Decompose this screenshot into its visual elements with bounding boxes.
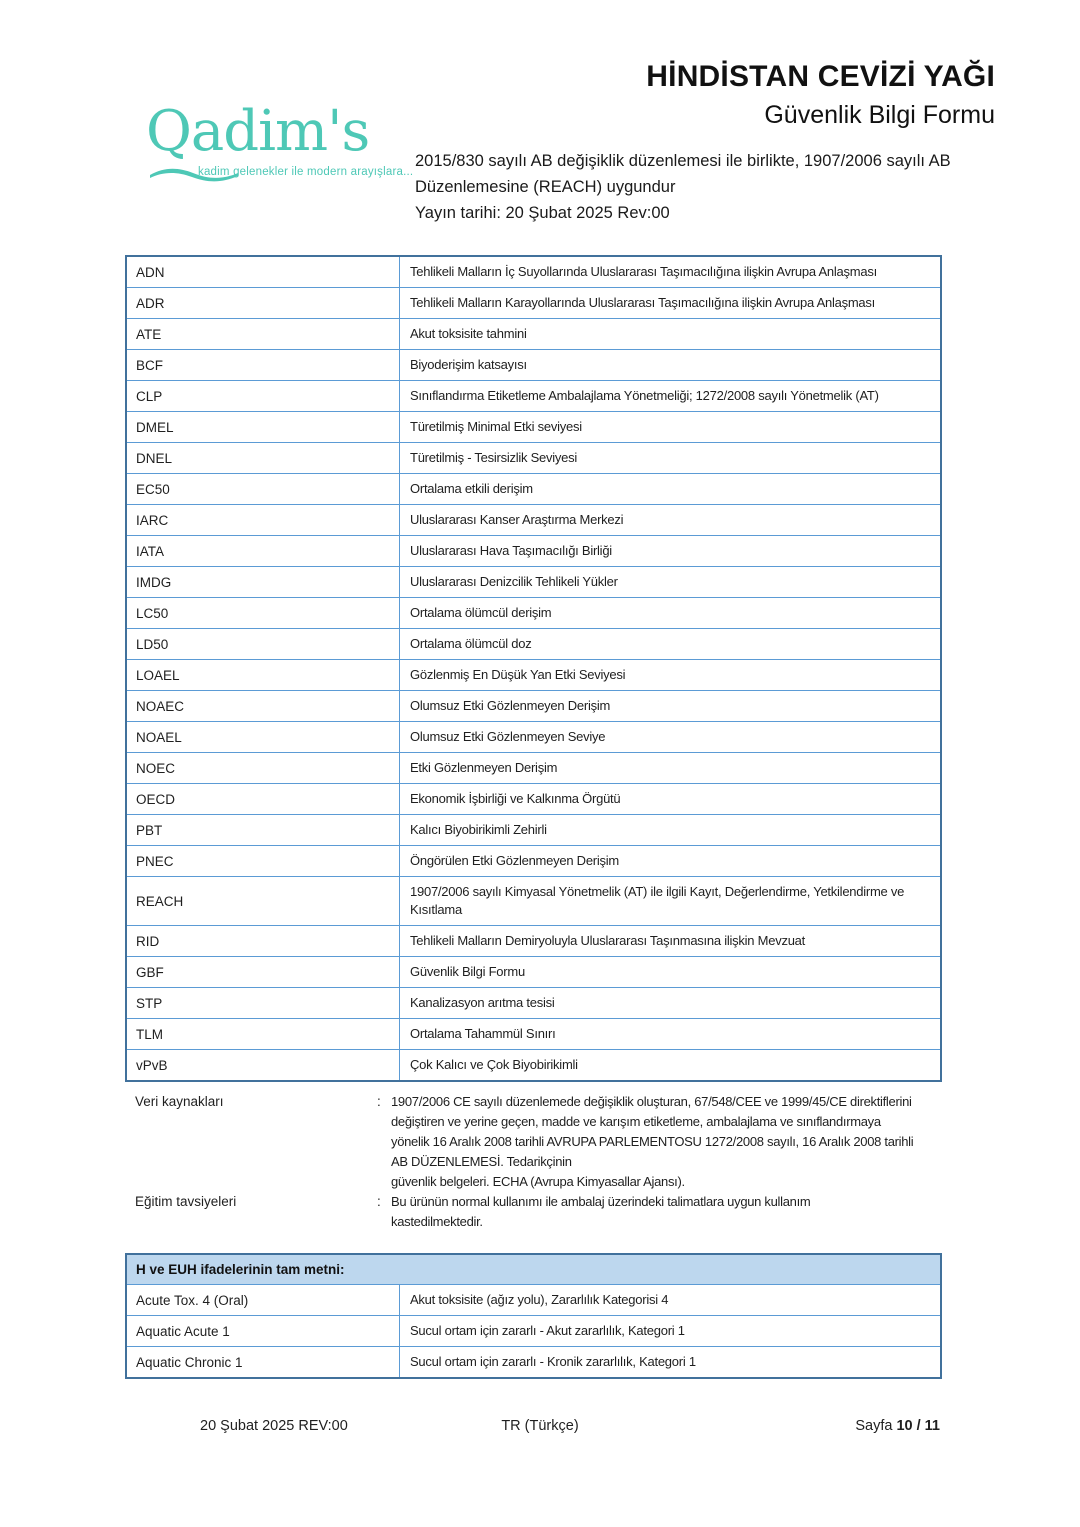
table-row [126, 660, 941, 691]
note-label: Veri kaynakları [135, 1094, 224, 1109]
abbreviation-cell: STP [126, 988, 400, 1019]
definition-cell: Akut toksisite tahmini [400, 319, 942, 350]
hazard-text-cell: Sucul ortam için zararlı - Kronik zararlılık, Kategori 1 [400, 1347, 942, 1379]
definition-cell: Ortalama ölümcül doz [400, 629, 942, 660]
definition-cell: Kanalizasyon arıtma tesisi [400, 988, 942, 1019]
abbreviation-cell: DMEL [126, 412, 400, 443]
table-row [126, 381, 941, 412]
abbreviation-cell: NOAEC [126, 691, 400, 722]
definition-cell: 1907/2006 sayılı Kimyasal Yönetmelik (AT) ile ilgili Kayıt, Değerlendirme, Yetkilendirme ve Kısıtlama [400, 877, 942, 926]
note-text-line: 1907/2006 CE sayılı düzenlemede değişiklik oluşturan, 67/548/CEE ve 1999/45/CE direktiflerini [391, 1094, 912, 1109]
page-subtitle: Güvenlik Bilgi Formu [764, 101, 995, 129]
abbreviation-table-body [126, 256, 941, 1081]
table-row [126, 598, 941, 629]
footer-page-value: 10 / 11 [896, 1418, 940, 1434]
brand-tagline: kadim gelenekler ile modern arayışlara... [198, 166, 414, 178]
definition-cell: Ortalama Tahammül Sınırı [400, 1019, 942, 1050]
definition-cell: Ekonomik İşbirliği ve Kalkınma Örgütü [400, 784, 942, 815]
table-row [126, 1019, 941, 1050]
table-row [126, 926, 941, 957]
abbreviation-cell: IMDG [126, 567, 400, 598]
definition-cell: Türetilmiş - Tesirsizlik Seviyesi [400, 443, 942, 474]
abbreviation-cell: ADN [126, 256, 400, 288]
table-row [126, 443, 941, 474]
table-row [126, 567, 941, 598]
definition-cell: Uluslararası Hava Taşımacılığı Birliği [400, 536, 942, 567]
note-text-line: değiştiren ve yerine geçen, madde ve karışım etiketleme, ambalajlama ve sınıflandırmaya [391, 1114, 881, 1129]
page-title: HİNDİSTAN CEVİZİ YAĞI [646, 60, 995, 93]
abbreviation-cell: IARC [126, 505, 400, 536]
table-row [126, 288, 941, 319]
logo-wave-icon [148, 166, 240, 182]
h-euh-table-body [126, 1285, 941, 1379]
definition-cell: Gözlenmiş En Düşük Yan Etki Seviyesi [400, 660, 942, 691]
abbreviation-cell: vPvB [126, 1050, 400, 1082]
definition-cell: Sınıflandırma Etiketleme Ambalajlama Yönetmeliği; 1272/2008 sayılı Yönetmelik (AT) [400, 381, 942, 412]
table-row [126, 1347, 941, 1379]
brand-name: Qadim's [146, 99, 370, 164]
table-row [126, 753, 941, 784]
abbreviation-cell: PBT [126, 815, 400, 846]
footer-revision: 20 Şubat 2025 REV:00 [200, 1418, 348, 1434]
definition-cell: Kalıcı Biyobirikimli Zehirli [400, 815, 942, 846]
note-text [391, 1192, 947, 1232]
hazard-text-cell: Sucul ortam için zararlı - Akut zararlılık, Kategori 1 [400, 1316, 942, 1347]
note-text [391, 1092, 947, 1192]
h-euh-table [125, 1253, 942, 1379]
table-row [126, 1316, 941, 1347]
abbreviation-cell: ADR [126, 288, 400, 319]
abbreviation-cell: GBF [126, 957, 400, 988]
table-row [126, 536, 941, 567]
table-row [126, 629, 941, 660]
definition-cell: Tehlikeli Malların Demiryoluyla Uluslararası Taşınmasına ilişkin Mevzuat [400, 926, 942, 957]
table-row [126, 412, 941, 443]
definition-cell: Tehlikeli Malların Karayollarında Uluslararası Taşımacılığına ilişkin Avrupa Anlaşması [400, 288, 942, 319]
abbreviation-cell: TLM [126, 1019, 400, 1050]
definition-cell: Çok Kalıcı ve Çok Biyobirikimli [400, 1050, 942, 1082]
h-euh-table-title: H ve EUH ifadelerinin tam metni: [126, 1254, 941, 1285]
abbreviation-cell: REACH [126, 877, 400, 926]
compliance-line: Yayın tarihi: 20 Şubat 2025 Rev:00 [415, 204, 670, 222]
definition-cell: Ortalama ölümcül derişim [400, 598, 942, 629]
compliance-line: 2015/830 sayılı AB değişiklik düzenlemesi ile birlikte, 1907/2006 sayılı AB [415, 152, 951, 170]
footer-page-label: Sayfa [855, 1418, 897, 1434]
note-label: Eğitim tavsiyeleri [135, 1194, 237, 1209]
compliance-statement [415, 148, 975, 226]
abbreviation-cell: ATE [126, 319, 400, 350]
definition-cell: Biyoderişim katsayısı [400, 350, 942, 381]
abbreviation-cell: OECD [126, 784, 400, 815]
definition-cell: Olumsuz Etki Gözlenmeyen Seviye [400, 722, 942, 753]
abbreviation-cell: RID [126, 926, 400, 957]
hazard-code-cell: Aquatic Chronic 1 [126, 1347, 400, 1379]
abbreviation-cell: LOAEL [126, 660, 400, 691]
note-separator: : [377, 1094, 381, 1109]
definition-cell: Güvenlik Bilgi Formu [400, 957, 942, 988]
abbreviation-cell: IATA [126, 536, 400, 567]
table-header-row [126, 1254, 941, 1285]
table-row [126, 988, 941, 1019]
footer-language: TR (Türkçe) [501, 1418, 579, 1434]
note-row [135, 1092, 947, 1192]
hazard-code-cell: Acute Tox. 4 (Oral) [126, 1285, 400, 1316]
abbreviation-cell: PNEC [126, 846, 400, 877]
table-row [126, 474, 941, 505]
table-row [126, 256, 941, 288]
page-footer [0, 1418, 1080, 1442]
table-row [126, 957, 941, 988]
definition-cell: Türetilmiş Minimal Etki seviyesi [400, 412, 942, 443]
note-text-line: AB DÜZENLEMESİ. Tedarikçinin [391, 1154, 572, 1169]
abbreviation-cell: BCF [126, 350, 400, 381]
header [646, 60, 995, 130]
table-row [126, 1050, 941, 1082]
definition-cell: Olumsuz Etki Gözlenmeyen Derişim [400, 691, 942, 722]
table-row [126, 784, 941, 815]
note-text-line: kastedilmektedir. [391, 1214, 483, 1229]
abbreviation-cell: NOEC [126, 753, 400, 784]
note-row [135, 1192, 947, 1232]
table-row [126, 846, 941, 877]
footer-page-number [855, 1418, 940, 1434]
definition-cell: Öngörülen Etki Gözlenmeyen Derişim [400, 846, 942, 877]
note-text-line: yönelik 16 Aralık 2008 tarihli AVRUPA PARLEMENTOSU 1272/2008 sayılı, 16 Aralık 2008 tarihli [391, 1134, 914, 1149]
table-row [126, 1285, 941, 1316]
table-row [126, 877, 941, 926]
hazard-text-cell: Akut toksisite (ağız yolu), Zararlılık Kategorisi 4 [400, 1285, 942, 1316]
abbreviation-table [125, 255, 942, 1082]
definition-cell: Tehlikeli Malların İç Suyollarında Uluslararası Taşımacılığına ilişkin Avrupa Anlaşması [400, 256, 942, 288]
table-row [126, 691, 941, 722]
notes-section [135, 1092, 947, 1232]
abbreviation-cell: NOAEL [126, 722, 400, 753]
abbreviation-cell: LD50 [126, 629, 400, 660]
table-row [126, 505, 941, 536]
definition-cell: Ortalama etkili derişim [400, 474, 942, 505]
abbreviation-cell: CLP [126, 381, 400, 412]
table-row [126, 722, 941, 753]
note-text-line: güvenlik belgeleri. ECHA (Avrupa Kimyasallar Ajansı). [391, 1174, 685, 1189]
company-logo [146, 99, 414, 178]
abbreviation-cell: DNEL [126, 443, 400, 474]
note-text-line: Bu ürünün normal kullanımı ile ambalaj üzerindeki talimatlara uygun kullanım [391, 1194, 811, 1209]
hazard-code-cell: Aquatic Acute 1 [126, 1316, 400, 1347]
definition-cell: Etki Gözlenmeyen Derişim [400, 753, 942, 784]
definition-cell: Uluslararası Denizcilik Tehlikeli Yükler [400, 567, 942, 598]
abbreviation-cell: EC50 [126, 474, 400, 505]
table-row [126, 319, 941, 350]
definition-cell: Uluslararası Kanser Araştırma Merkezi [400, 505, 942, 536]
table-row [126, 815, 941, 846]
note-separator: : [377, 1194, 381, 1209]
abbreviation-cell: LC50 [126, 598, 400, 629]
compliance-line: Düzenlemesine (REACH) uygundur [415, 178, 676, 196]
table-row [126, 350, 941, 381]
